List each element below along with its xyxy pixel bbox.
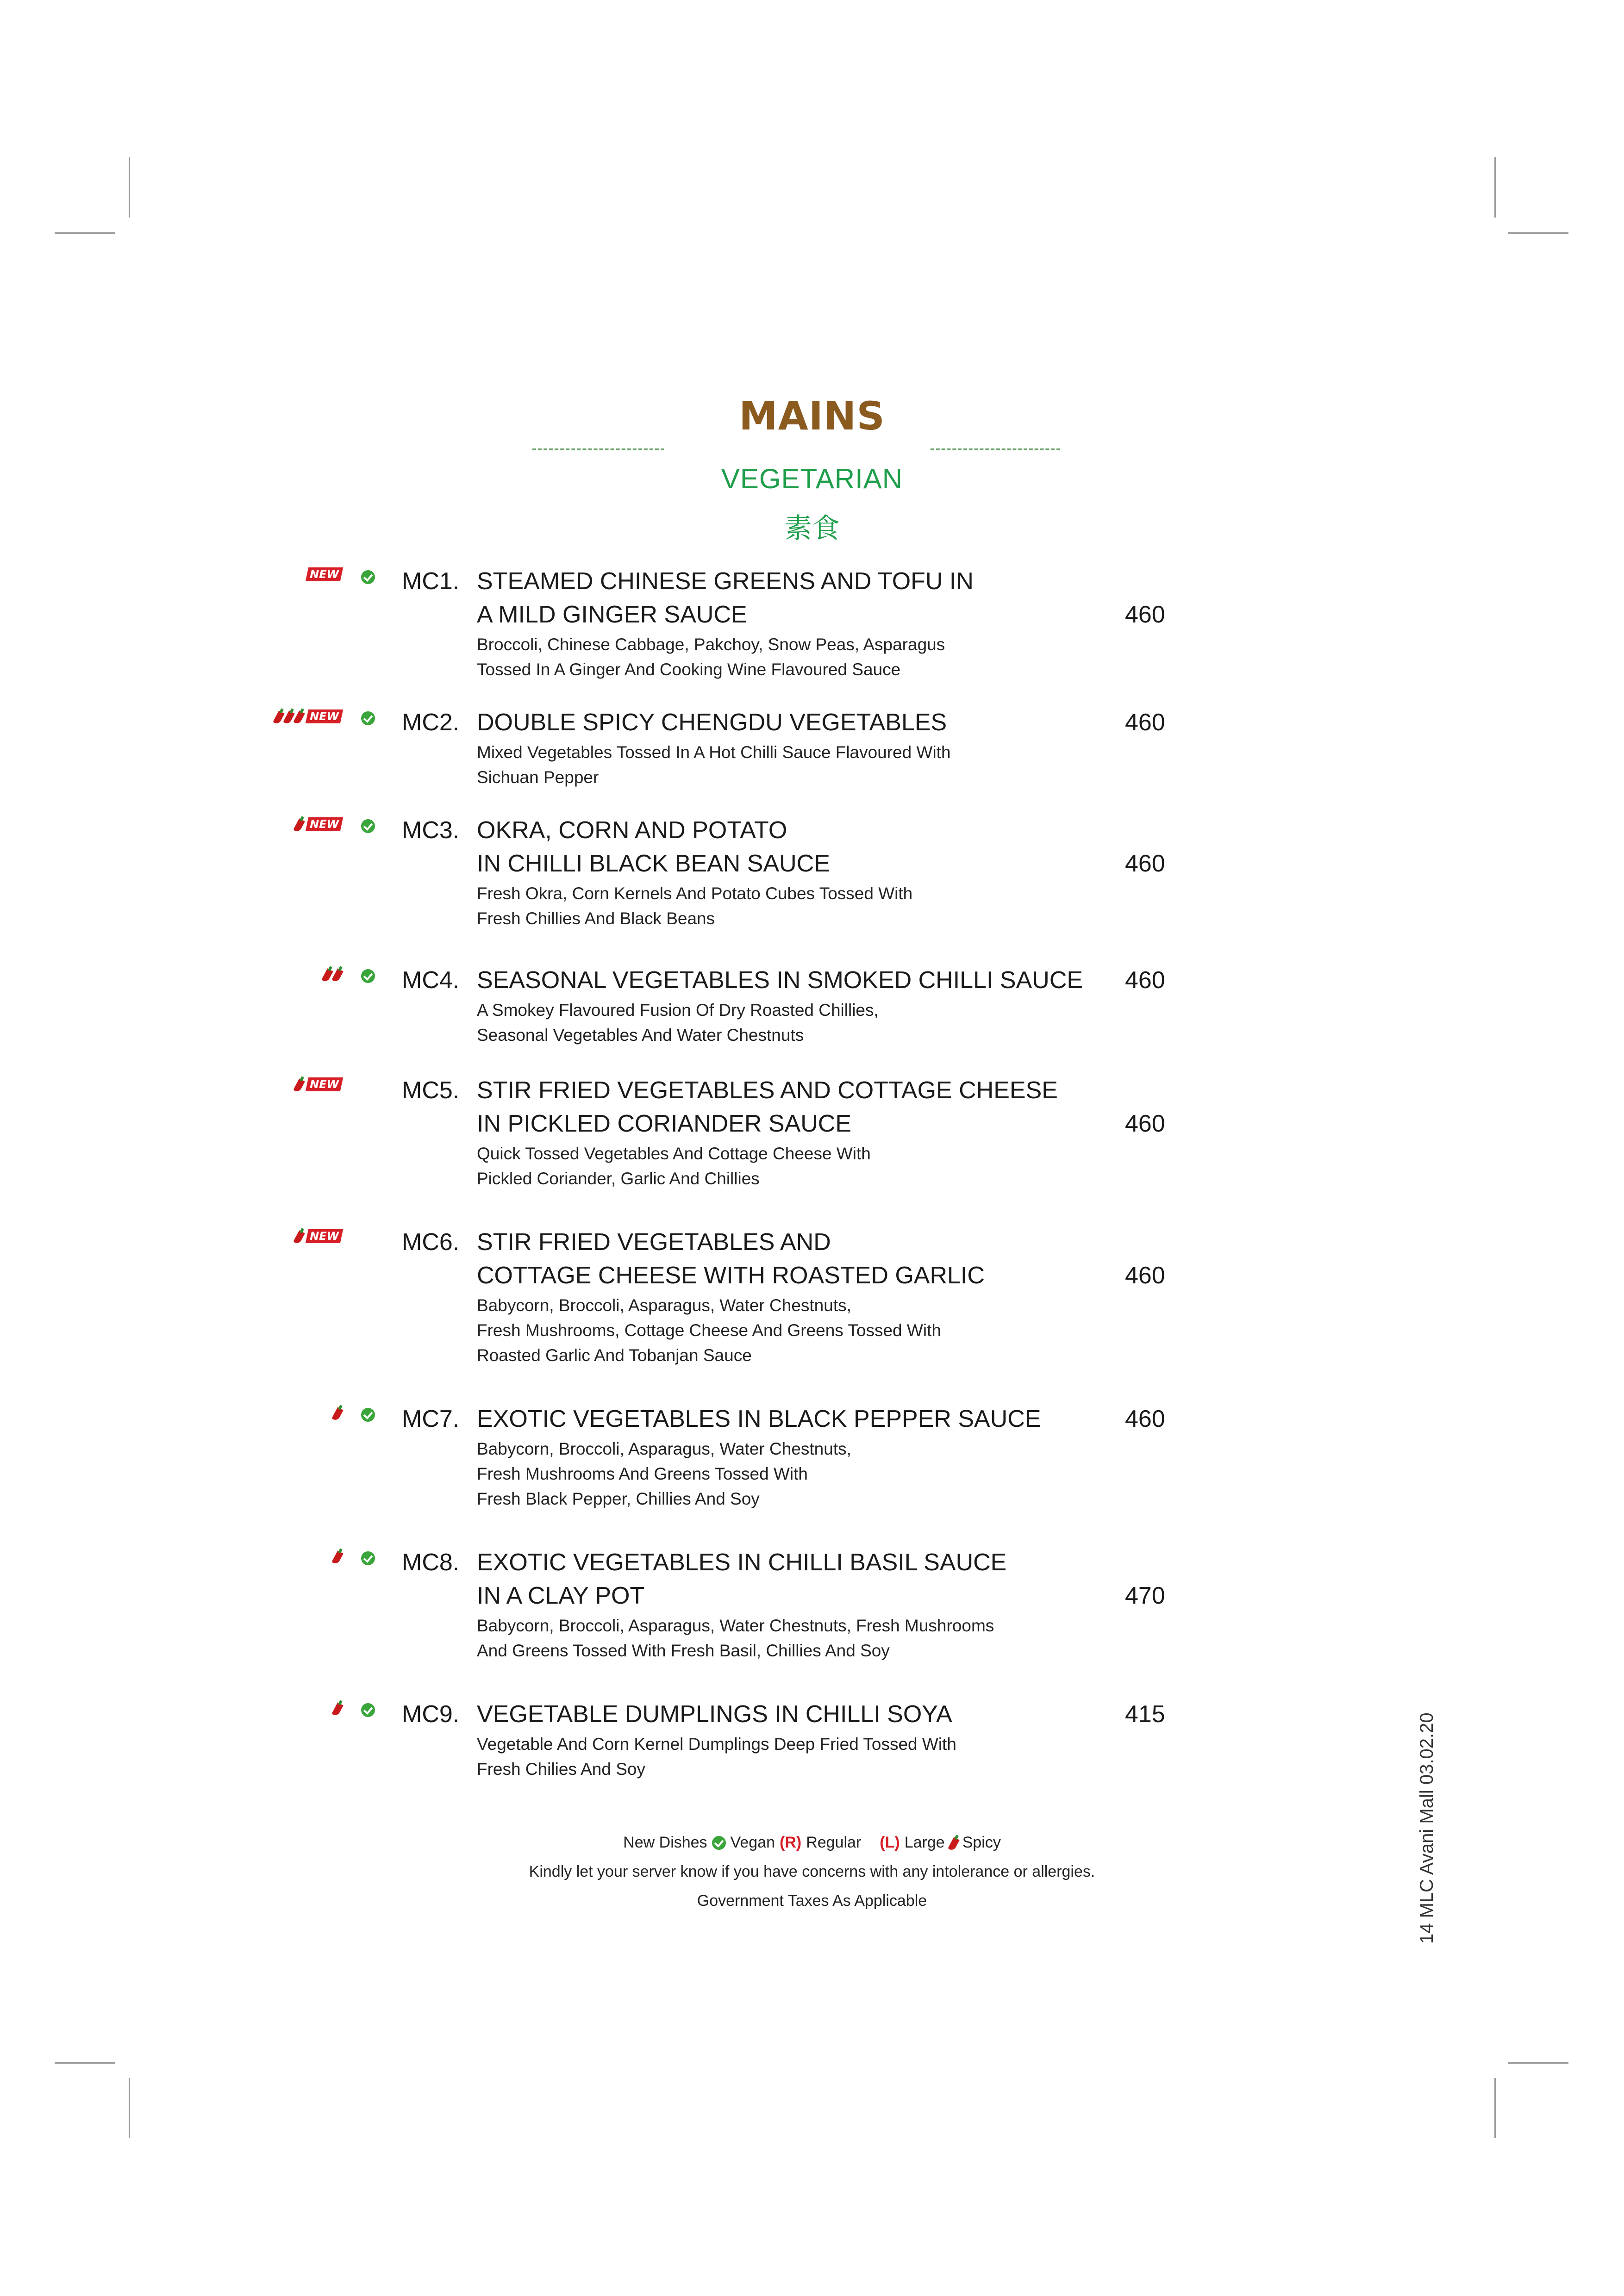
item-description: Broccoli, Chinese Cabbage, Pakchoy, Snow Peas, Asparagus [477, 635, 945, 654]
vegan-icon [361, 711, 375, 725]
item-badges [305, 567, 342, 581]
item-name: STIR FRIED VEGETABLES AND [477, 1229, 831, 1256]
legend-large: Large [904, 1834, 945, 1851]
crop-mark-bottom-left-h [55, 2062, 115, 2064]
crop-mark-top-left-v [129, 157, 130, 218]
crop-mark-top-left-h [55, 232, 115, 234]
item-description: Seasonal Vegetables And Water Chestnuts [477, 1026, 804, 1045]
item-name: A MILD GINGER SAUCE [477, 601, 747, 628]
allergy-note: Kindly let your server know if you have concerns with any intolerance or allergies. [529, 1863, 1095, 1880]
chili-icon [295, 1076, 304, 1092]
item-badges [295, 816, 342, 832]
chili-icon [295, 709, 304, 724]
item-description: Mixed Vegetables Tossed In A Hot Chilli Sauce Flavoured With [477, 743, 951, 762]
item-price: 460 [1125, 1110, 1165, 1137]
chili-icon [333, 966, 343, 982]
new-badge: NEW [306, 567, 343, 581]
item-name: COTTAGE CHEESE WITH ROASTED GARLIC [477, 1262, 985, 1289]
chili-icon [295, 816, 304, 832]
item-price: 460 [1125, 601, 1165, 628]
vegan-icon [361, 570, 375, 584]
legend-regular-mark: (R) [780, 1834, 802, 1851]
item-name: EXOTIC VEGETABLES IN CHILLI BASIL SAUCE [477, 1549, 1007, 1576]
item-description: Roasted Garlic And Tobanjan Sauce [477, 1346, 752, 1365]
crop-mark-bottom-right-h [1508, 2062, 1568, 2064]
item-price: 460 [1125, 967, 1165, 994]
section-subtitle-chinese: 素食 [784, 512, 840, 545]
new-badge: NEW [306, 817, 343, 831]
section-subtitle: VEGETARIAN [721, 463, 903, 494]
legend-large-mark: (L) [880, 1834, 900, 1851]
item-price: 460 [1125, 1262, 1165, 1289]
vegan-icon [361, 819, 375, 833]
item-code: MC8. [402, 1549, 460, 1576]
legend-vegan: Vegan [730, 1834, 775, 1851]
item-description: Babycorn, Broccoli, Asparagus, Water Chestnuts, [477, 1439, 851, 1458]
chili-icon [333, 1549, 343, 1564]
title-divider-right [931, 448, 1060, 450]
item-name: EXOTIC VEGETABLES IN BLACK PEPPER SAUCE [477, 1406, 1041, 1432]
vegan-icon [361, 1408, 375, 1422]
legend-new-dishes: New Dishes [623, 1834, 707, 1851]
item-description: Quick Tossed Vegetables And Cottage Cheese With [477, 1144, 871, 1163]
page-title: MAINS [739, 393, 885, 439]
item-price: 460 [1125, 1406, 1165, 1432]
item-name: DOUBLE SPICY CHENGDU VEGETABLES [477, 709, 947, 736]
item-code: MC4. [402, 967, 460, 994]
title-divider-left [532, 448, 664, 450]
item-badges [333, 1405, 342, 1421]
item-description: Fresh Chilies And Soy [477, 1760, 646, 1779]
item-description: Fresh Chillies And Black Beans [477, 909, 715, 928]
item-price: 470 [1125, 1582, 1165, 1609]
item-name: IN PICKLED CORIANDER SAUCE [477, 1110, 852, 1137]
item-description: Pickled Coriander, Garlic And Chillies [477, 1169, 760, 1188]
side-label: 14 MLC Avani Mall 03.02.20 [1417, 1712, 1437, 1944]
item-name: STIR FRIED VEGETABLES AND COTTAGE CHEESE [477, 1077, 1058, 1104]
item-description: Fresh Mushrooms, Cottage Cheese And Greens Tossed With [477, 1321, 941, 1340]
item-name: VEGETABLE DUMPLINGS IN CHILLI SOYA [477, 1701, 952, 1728]
item-description: And Greens Tossed With Fresh Basil, Chillies And Soy [477, 1641, 890, 1660]
item-code: MC2. [402, 709, 460, 736]
vegan-icon [361, 1551, 375, 1565]
crop-mark-bottom-right-v [1494, 2078, 1496, 2138]
item-badges [295, 1076, 342, 1092]
item-name: SEASONAL VEGETABLES IN SMOKED CHILLI SAUCE [477, 967, 1083, 994]
new-badge: NEW [306, 709, 343, 723]
item-badges [333, 1700, 342, 1716]
item-code: MC6. [402, 1229, 460, 1256]
chili-icon [333, 1405, 343, 1421]
item-description: Fresh Mushrooms And Greens Tossed With [477, 1464, 808, 1483]
item-name: STEAMED CHINESE GREENS AND TOFU IN [477, 568, 974, 595]
item-code: MC1. [402, 568, 460, 595]
legend [0, 1834, 1624, 1852]
crop-mark-top-right-h [1508, 232, 1568, 234]
new-badge: NEW [306, 1077, 343, 1091]
item-price: 415 [1125, 1701, 1165, 1728]
chili-icon [295, 1228, 304, 1244]
item-description: Fresh Black Pepper, Chillies And Soy [477, 1489, 760, 1508]
item-badges [275, 709, 342, 724]
item-description: Fresh Okra, Corn Kernels And Potato Cubes Tossed With [477, 884, 913, 903]
item-code: MC5. [402, 1077, 460, 1104]
crop-mark-bottom-left-v [129, 2078, 130, 2138]
item-badges [333, 1549, 342, 1564]
item-name: IN CHILLI BLACK BEAN SAUCE [477, 850, 830, 877]
item-price: 460 [1125, 709, 1165, 736]
item-description: A Smokey Flavoured Fusion Of Dry Roasted Chillies, [477, 1001, 879, 1020]
item-code: MC7. [402, 1406, 460, 1432]
chili-icon [285, 709, 294, 724]
chili-icon [275, 709, 284, 724]
crop-mark-top-right-v [1494, 157, 1496, 218]
item-price: 460 [1125, 850, 1165, 877]
vegan-icon [361, 969, 375, 983]
item-badges [323, 966, 342, 982]
item-description: Babycorn, Broccoli, Asparagus, Water Chestnuts, Fresh Mushrooms [477, 1616, 994, 1635]
item-description: Vegetable And Corn Kernel Dumplings Deep Fried Tossed With [477, 1735, 956, 1754]
item-description: Babycorn, Broccoli, Asparagus, Water Chestnuts, [477, 1296, 851, 1315]
item-description: Tossed In A Ginger And Cooking Wine Flavoured Sauce [477, 660, 901, 679]
item-code: MC3. [402, 817, 460, 844]
legend-regular: Regular [806, 1834, 862, 1851]
vegan-icon [712, 1836, 726, 1850]
item-description: Sichuan Pepper [477, 768, 599, 787]
new-badge: NEW [306, 1229, 343, 1243]
item-code: MC9. [402, 1701, 460, 1728]
legend-spicy: Spicy [962, 1834, 1001, 1851]
chili-icon [949, 1835, 959, 1851]
item-name: IN A CLAY POT [477, 1582, 645, 1609]
vegan-icon [361, 1703, 375, 1717]
item-badges [295, 1228, 342, 1244]
item-name: OKRA, CORN AND POTATO [477, 817, 787, 844]
chili-icon [333, 1700, 343, 1716]
chili-icon [323, 966, 332, 982]
taxes-note: Government Taxes As Applicable [697, 1892, 927, 1910]
